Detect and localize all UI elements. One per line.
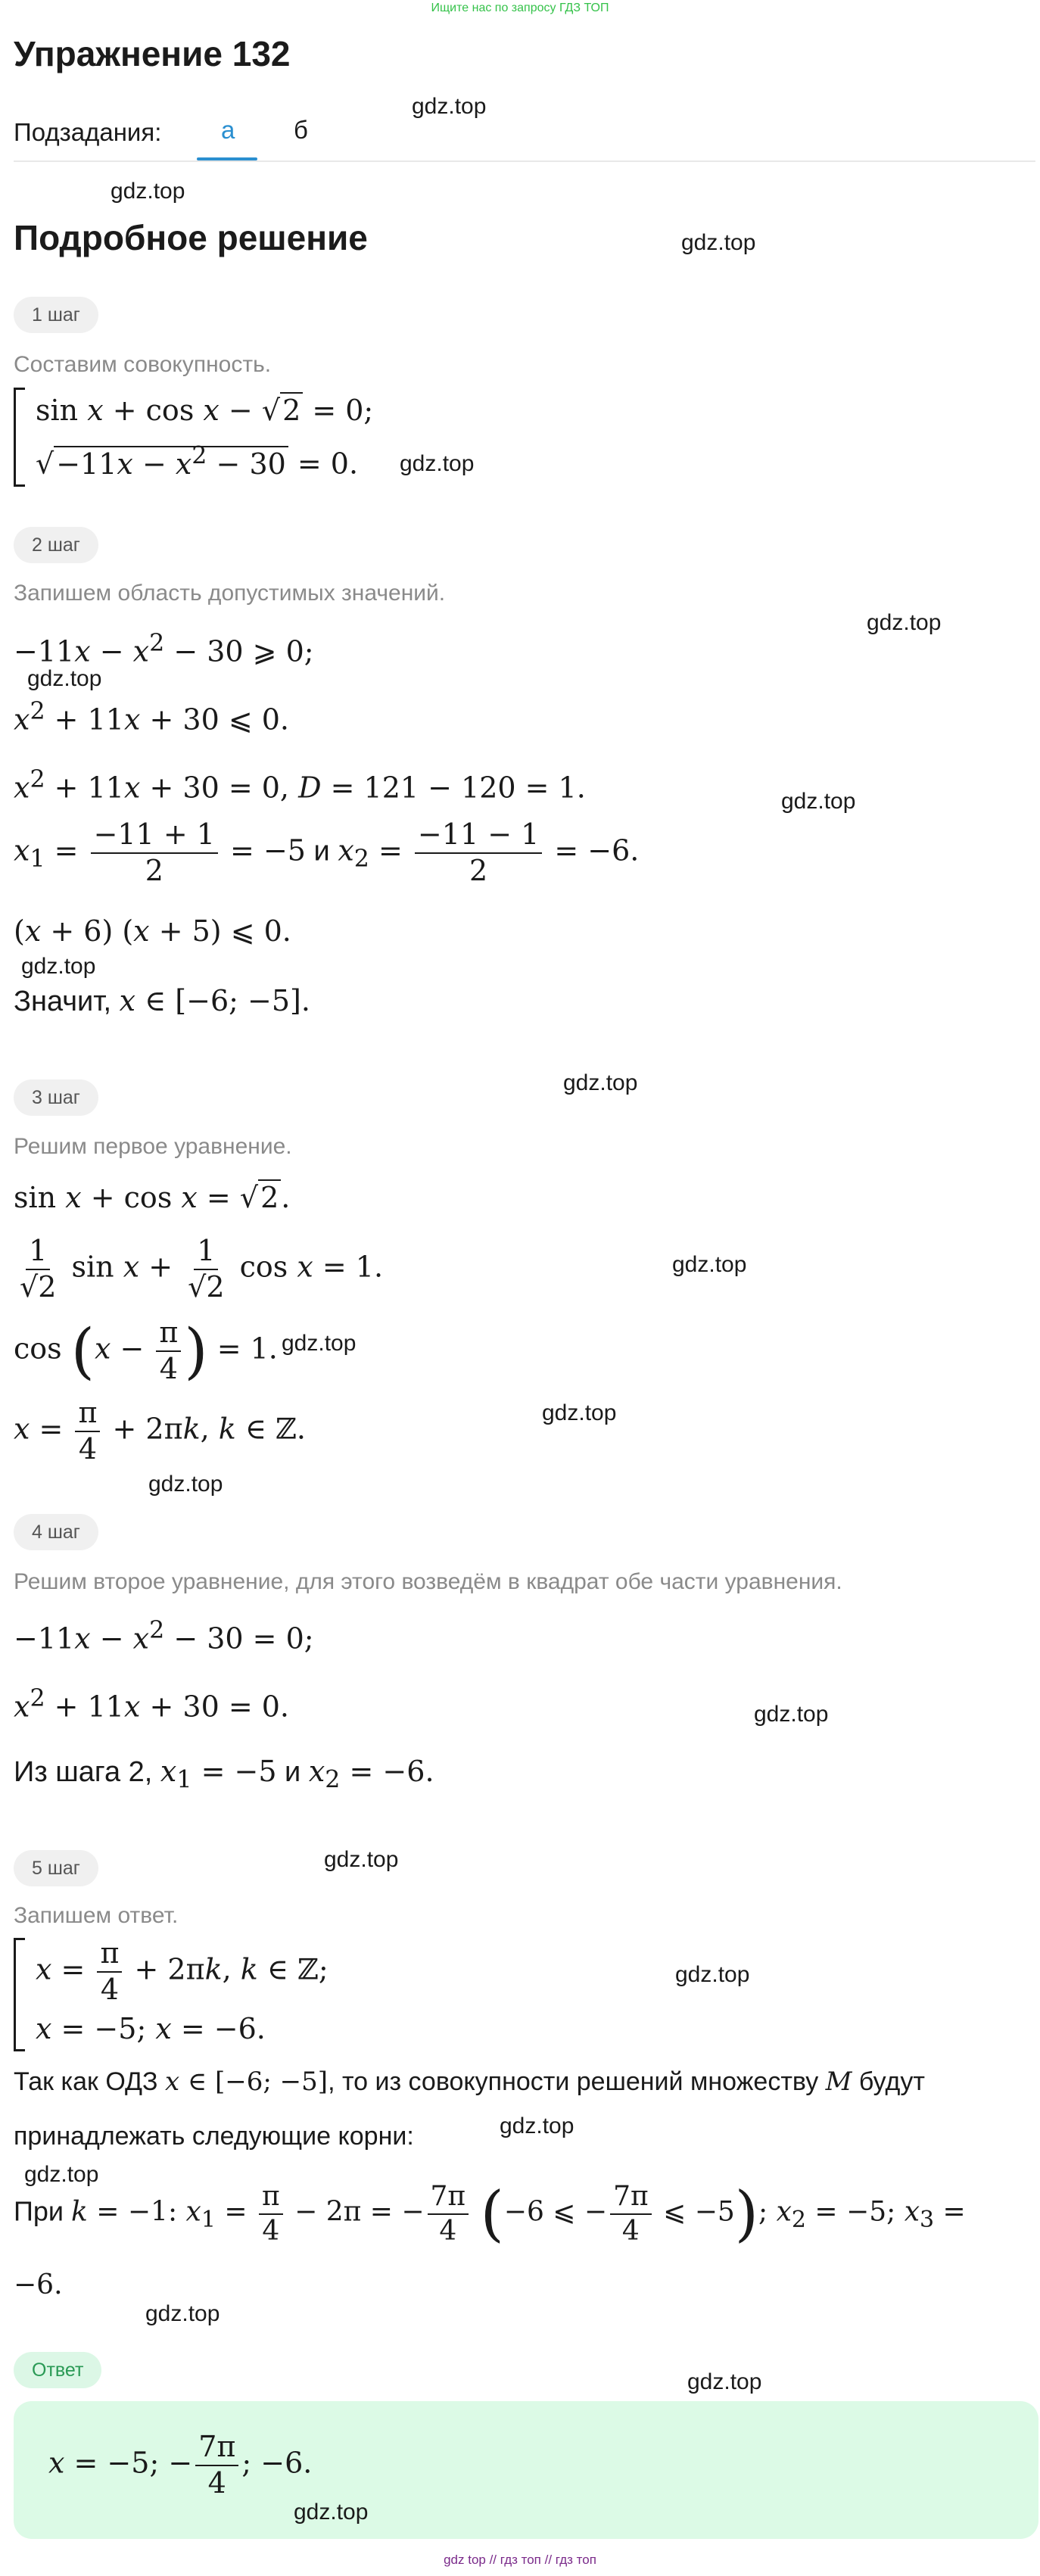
answer-system: x = $\frac{\pi}{4}$ + 2πk, k ∈ ℤ; x = −5; x = −6. <box>14 1938 329 2051</box>
step-desc-1: Составим совокупность. <box>14 352 272 377</box>
step-desc-5: Запишем ответ. <box>14 1903 179 1928</box>
roots-selection-end: −6. <box>14 2269 63 2300</box>
quadratic-equation: $x^2 + 11x + 30 = 0$, D = 121 − 120 = 1. <box>14 766 586 805</box>
watermark: gdz.top <box>687 2369 762 2394</box>
odz-conclusion-p3: будут <box>852 2067 925 2096</box>
second-roots-conj: и <box>276 1756 309 1788</box>
step-desc-3: Решим первое уравнение. <box>14 1134 292 1159</box>
odz-conclusion-p1: Так как ОДЗ <box>14 2067 166 2096</box>
watermark: gdz.top <box>24 2162 99 2187</box>
system-step-1: sin x + cos x − √2 = 0; $√-11x - x^2 - 30 = 0$. <box>14 388 373 487</box>
roots: $x_1$ = $\frac{-11 + 1}{2}$ = −5 и $x_2$ = $\frac{-11 - 1}{2}$ = −6. <box>14 818 640 887</box>
odz-conclusion: Так как ОДЗ x ∈ [−6; −5], то из совокупности решений множеству M будут <box>14 2067 925 2097</box>
footer-links[interactable]: gdz top // гдз топ // гдз топ <box>444 2553 596 2567</box>
watermark: gdz.top <box>294 2500 369 2525</box>
step-badge-4: 4 шаг <box>14 1514 98 1550</box>
watermark: gdz.top <box>867 610 942 635</box>
step-desc-4: Решим второе уравнение, для этого возведём в квадрат обе части уравнения. <box>14 1569 842 1594</box>
watermark: gdz.top <box>542 1400 617 1425</box>
page-title: Упражнение 132 <box>14 34 291 73</box>
watermark: gdz.top <box>400 451 475 476</box>
roots-selection: При k = −1: $x_1$ = $\frac{\pi}{4}$ − 2π = − $\frac{7\pi}{4}$ (−6 ⩽ − $\frac{7\pi}{4}$ ⩽ −5); $x_2 = -5$; $x_3$ = <box>14 2178 966 2249</box>
tab-b[interactable]: б <box>294 116 308 144</box>
tab-a[interactable]: а <box>221 116 235 144</box>
solution-title: Подробное решение <box>14 218 368 257</box>
watermark: gdz.top <box>21 954 96 979</box>
watermark: gdz.top <box>148 1472 223 1497</box>
roots-selection-prefix: При <box>14 2195 72 2227</box>
roots-conj: и <box>305 835 338 867</box>
watermark: gdz.top <box>145 2301 220 2326</box>
watermark: gdz.top <box>672 1252 747 1277</box>
watermark: gdz.top <box>27 666 102 691</box>
factored-inequality: (x + 6) (x + 5) ⩽ 0. <box>14 914 291 948</box>
watermark: gdz.top <box>111 179 185 204</box>
from-step-2: Из шага 2, <box>14 1756 160 1788</box>
watermark: gdz.top <box>500 2113 574 2138</box>
watermark: gdz.top <box>675 1962 750 1987</box>
watermark: gdz.top <box>412 94 487 119</box>
first-solution: x = $\frac{\pi}{4}$ + 2πk, k ∈ ℤ. <box>14 1396 306 1466</box>
odz-inequality-2: $x^2 + 11x + 30$ ⩽ 0. <box>14 698 289 737</box>
odz-conclusion-p4: принадлежать следующие корни: <box>14 2122 414 2151</box>
watermark: gdz.top <box>324 1847 399 1872</box>
watermark: gdz.top <box>754 1702 829 1727</box>
odz-conclusion-line2 <box>14 2121 414 2151</box>
step-badge-2: 2 шаг <box>14 527 98 563</box>
step-badge-3: 3 шаг <box>14 1079 98 1116</box>
step-desc-2: Запишем область допустимых значений. <box>14 581 446 606</box>
second-equation: $-11x - x^2 - 30 = 0$; <box>14 1617 314 1656</box>
top-banner: Ищите нас по запросу ГДЗ ТОП <box>431 2 609 14</box>
first-equation-normalized: $\frac{1}{√2}$ sin x + $\frac{1}{√2}$ cos x = 1. <box>20 1234 384 1304</box>
final-answer: x = −5; − $\frac{7\pi}{4}$ ; −6. <box>48 2430 313 2500</box>
odz-conclusion-p2: , то из совокупности решений множеству <box>328 2067 826 2096</box>
first-equation: sin x + cos x = √2. <box>14 1181 291 1214</box>
odz-result-prefix: Значит, <box>14 986 120 1017</box>
odz-result: Значит, x ∈ [−6; −5]. <box>14 984 310 1017</box>
second-equation-2: $x^2 + 11x + 30 = 0$. <box>14 1685 289 1724</box>
step-badge-5: 5 шаг <box>14 1850 98 1886</box>
step-badge-1: 1 шаг <box>14 297 98 333</box>
odz-inequality: $-11x - x^2 - 30$ ⩾ 0; <box>14 630 314 668</box>
watermark: gdz.top <box>563 1070 638 1095</box>
cosine-equation: cos (x − $\frac{\pi}{4}$ ) = 1. <box>14 1315 278 1386</box>
watermark: gdz.top <box>781 789 856 814</box>
watermark: gdz.top <box>282 1331 357 1356</box>
second-roots: Из шага 2, $x_1 = -5$ и $x_2 = -6$. <box>14 1755 434 1794</box>
watermark: gdz.top <box>681 230 756 255</box>
answer-badge: Ответ <box>14 2352 101 2388</box>
tabs-divider <box>14 160 1035 162</box>
subtasks-label: Подзадания: <box>14 118 162 146</box>
